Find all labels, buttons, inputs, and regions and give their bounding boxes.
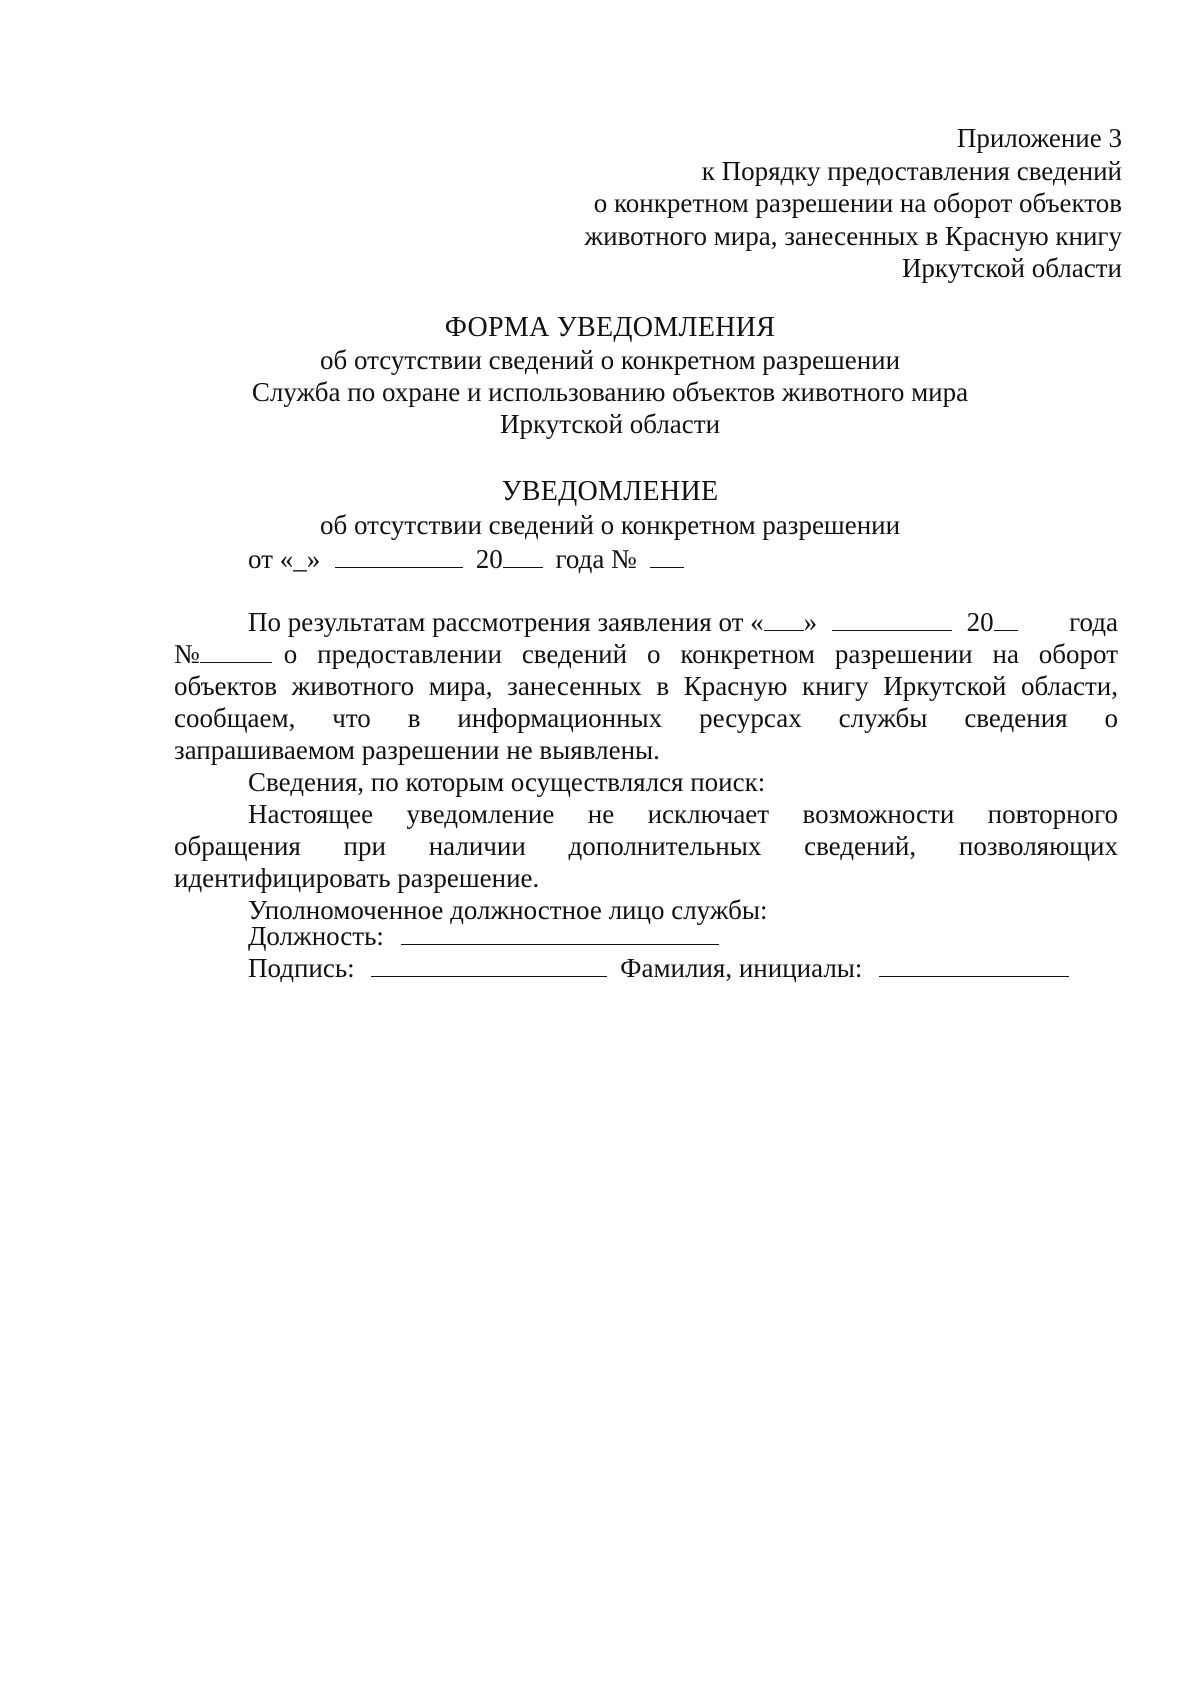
application-year-prefix: 20: [966, 607, 994, 637]
application-number-sign: №: [174, 639, 200, 669]
application-from-label: По результатам рассмотрения заявления от «: [248, 607, 764, 637]
application-quote-close: »: [803, 607, 818, 637]
position-blank[interactable]: [401, 922, 719, 945]
body-p3-line1: Настоящее уведомление не исключает возможности повторного: [248, 799, 1118, 829]
application-year-blank: [994, 608, 1018, 631]
notice-body: [174, 606, 1118, 926]
form-region: Иркутской области: [499, 409, 721, 439]
notice-header: [0, 475, 1200, 541]
body-p1-line4: сообщаем, что в информационных ресурсах службы сведения о: [174, 703, 1118, 733]
body-p1-line2: [174, 638, 1118, 670]
appendix-line-2: к Порядку предоставления сведений: [701, 155, 1122, 186]
date-year-prefix: 20: [475, 544, 503, 574]
body-p1-line1: [174, 606, 1118, 638]
name-label: Фамилия, инициалы:: [620, 953, 863, 983]
body-p1-line2-text: о предоставлении сведений о конкретном разрешении на оборот: [283, 639, 1118, 669]
form-header: [0, 312, 1200, 440]
form-service: Служба по охране и использованию объектов животного мира: [251, 377, 969, 407]
date-number-label: года №: [555, 544, 637, 574]
appendix-reference: [584, 122, 1122, 285]
form-title: ФОРМА УВЕДОМЛЕНИЯ: [444, 312, 776, 343]
appendix-line-4: животного мира, занесенных в Красную книгу: [584, 220, 1122, 251]
date-year-blank: [503, 545, 543, 568]
position-field: [248, 921, 719, 952]
notice-title: УВЕДОМЛЕНИЕ: [501, 476, 719, 507]
body-p1-line5: запрашиваемом разрешении не выявлены.: [174, 735, 660, 765]
notice-number-blank: [650, 545, 684, 568]
appendix-line-3: о конкретном разрешении на оборот объектов: [593, 188, 1122, 218]
application-number-blank: [200, 640, 272, 663]
body-p2: Сведения, по которым осуществлялся поиск:: [248, 767, 766, 797]
date-from-label: от «_»: [248, 544, 321, 574]
position-label: Должность:: [248, 921, 384, 951]
notice-subtitle: об отсутствии сведений о конкретном разрешении: [319, 510, 901, 540]
signature-blank[interactable]: [371, 954, 607, 977]
name-blank[interactable]: [879, 954, 1069, 977]
body-p3-line2: обращения при наличии дополнительных сведений, позволяющих: [174, 831, 1118, 861]
form-subtitle: об отсутствии сведений о конкретном разрешении: [319, 345, 901, 375]
application-year-label: года: [1069, 607, 1118, 637]
body-p4: Уполномоченное должностное лицо службы:: [248, 895, 768, 925]
application-day-blank: [764, 608, 804, 631]
signature-label: Подпись:: [248, 953, 355, 983]
signature-field: [248, 953, 1069, 984]
body-p3-line3: идентифицировать разрешение.: [174, 863, 540, 893]
notice-date-line: [248, 544, 684, 575]
appendix-line-5: Иркутской области: [901, 253, 1122, 283]
date-month-blank: [335, 545, 463, 568]
body-p1-line3: объектов животного мира, занесенных в Красную книгу Иркутской области,: [174, 671, 1118, 701]
application-month-blank: [832, 608, 952, 631]
appendix-line-1: Приложение 3: [956, 123, 1122, 153]
